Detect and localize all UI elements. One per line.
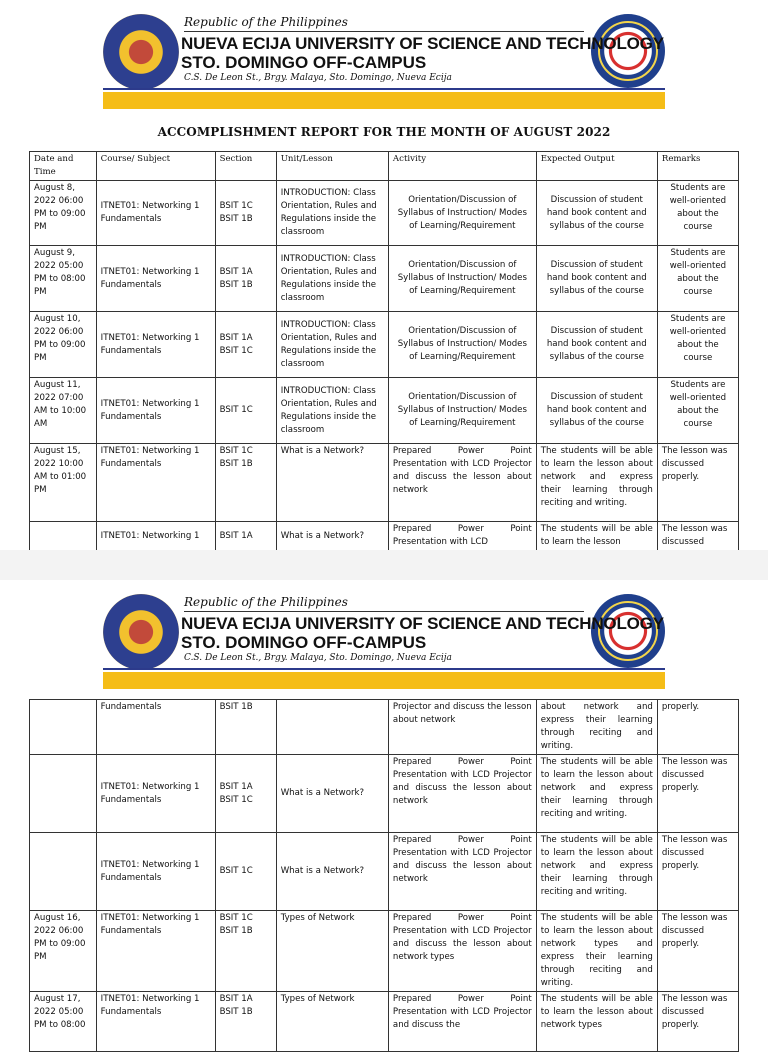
cell-date: August 9, 2022 05:00 PM to 08:00 PM [30, 246, 97, 312]
university-name: NUEVA ECIJA UNIVERSITY OF SCIENCE AND TECHNOLOGY [181, 614, 664, 633]
cell-date [30, 700, 97, 755]
cell-output: Discussion of student hand book content and syllabus of the course [536, 181, 657, 246]
cell-course: ITNET01: Networking 1 Fundamentals [96, 246, 215, 312]
column-header: Section [215, 152, 276, 181]
cell-activity: Prepared Power Point Presentation with LCD [388, 522, 536, 552]
cell-activity: Orientation/Discussion of Syllabus of Instruction/ Modes of Learning/Requirement [388, 312, 536, 378]
cell-unit: Types of Network [276, 911, 388, 992]
cell-output: about network and express their learning through reciting and writing. [536, 700, 657, 755]
campus-name: STO. DOMINGO OFF-CAMPUS [181, 53, 427, 72]
table-row [30, 755, 739, 833]
cell-section: BSIT 1A BSIT 1C [215, 312, 276, 378]
cell-section: BSIT 1A BSIT 1B [215, 992, 276, 1052]
cell-date [30, 522, 97, 552]
cell-section: BSIT 1C BSIT 1B [215, 911, 276, 992]
cell-remarks: The lesson was discussed properly. [657, 833, 738, 911]
cell-activity: Prepared Power Point Presentation with LCD Projector and discuss the lesson about network [388, 444, 536, 522]
cell-course: ITNET01: Networking 1 Fundamentals [96, 911, 215, 992]
cell-date: August 8, 2022 06:00 PM to 09:00 PM [30, 181, 97, 246]
cell-section: BSIT 1A [215, 522, 276, 552]
cell-section: BSIT 1C BSIT 1B [215, 444, 276, 522]
table-row [30, 522, 739, 552]
cell-date: August 16, 2022 06:00 PM to 09:00 PM [30, 911, 97, 992]
cell-section: BSIT 1A BSIT 1B [215, 246, 276, 312]
cell-section: BSIT 1B [215, 700, 276, 755]
column-header: Remarks [657, 152, 738, 181]
table-row [30, 312, 739, 378]
header-gold-band [103, 90, 665, 109]
campus-name: STO. DOMINGO OFF-CAMPUS [181, 633, 427, 652]
table-row [30, 378, 739, 444]
cell-output: The students will be able to learn the lesson about network types [536, 992, 657, 1052]
cell-output: The students will be able to learn the lesson [536, 522, 657, 552]
cell-activity: Prepared Power Point Presentation with LCD Projector and discuss the lesson about network [388, 833, 536, 911]
cell-remarks: The lesson was discussed properly. [657, 755, 738, 833]
cell-course: ITNET01: Networking 1 [96, 522, 215, 552]
column-header: Course/ Subject [96, 152, 215, 181]
cell-date: August 15, 2022 10:00 AM to 01:00 PM [30, 444, 97, 522]
table-row [30, 444, 739, 522]
cell-activity: Orientation/Discussion of Syllabus of Instruction/ Modes of Learning/Requirement [388, 246, 536, 312]
republic-text: Republic of the Philippines [184, 15, 348, 29]
table-row [30, 833, 739, 911]
cell-remarks: properly. [657, 700, 738, 755]
cell-course: ITNET01: Networking 1 Fundamentals [96, 833, 215, 911]
cell-unit: What is a Network? [276, 755, 388, 833]
cell-date: August 11, 2022 07:00 AM to 10:00 AM [30, 378, 97, 444]
cell-unit: What is a Network? [276, 444, 388, 522]
cell-activity: Projector and discuss the lesson about network [388, 700, 536, 755]
report-table [29, 151, 739, 552]
cell-unit [276, 700, 388, 755]
cell-output: Discussion of student hand book content and syllabus of the course [536, 246, 657, 312]
header-gold-band [103, 670, 665, 689]
cell-date [30, 755, 97, 833]
cell-unit: What is a Network? [276, 833, 388, 911]
cell-activity: Prepared Power Point Presentation with LCD Projector and discuss the lesson about network [388, 755, 536, 833]
cell-remarks: The lesson was discussed properly. [657, 444, 738, 522]
report-title: ACCOMPLISHMENT REPORT FOR THE MONTH OF AUGUST 2022 [157, 125, 611, 139]
cell-output: The students will be able to learn the lesson about network and express their learning through reciting and writing. [536, 833, 657, 911]
cell-course: ITNET01: Networking 1 Fundamentals [96, 181, 215, 246]
cell-remarks: The lesson was discussed properly. [657, 992, 738, 1052]
column-header: Expected Output [536, 152, 657, 181]
cell-output: The students will be able to learn the lesson about network types and express their learning through reciting and writing. [536, 911, 657, 992]
university-name: NUEVA ECIJA UNIVERSITY OF SCIENCE AND TECHNOLOGY [181, 34, 664, 53]
document-page-2 [0, 580, 768, 1030]
cell-remarks: Students are well-oriented about the course [657, 312, 738, 378]
table-row [30, 181, 739, 246]
column-header: Date and Time [30, 152, 97, 181]
cell-section: BSIT 1A BSIT 1C [215, 755, 276, 833]
cell-output: Discussion of student hand book content and syllabus of the course [536, 378, 657, 444]
column-header: Unit/Lesson [276, 152, 388, 181]
cell-remarks: The lesson was discussed properly. [657, 911, 738, 992]
cell-unit: Types of Network [276, 992, 388, 1052]
page-gap [0, 550, 768, 580]
table-header-row [30, 152, 739, 181]
cell-activity: Prepared Power Point Presentation with LCD Projector and discuss the lesson about network types [388, 911, 536, 992]
table-row [30, 911, 739, 992]
table-row [30, 246, 739, 312]
cell-course: ITNET01: Networking 1 Fundamentals [96, 312, 215, 378]
cell-activity: Orientation/Discussion of Syllabus of Instruction/ Modes of Learning/Requirement [388, 181, 536, 246]
cell-activity: Prepared Power Point Presentation with LCD Projector and discuss the [388, 992, 536, 1052]
university-seal-logo [103, 14, 179, 90]
cell-activity: Orientation/Discussion of Syllabus of Instruction/ Modes of Learning/Requirement [388, 378, 536, 444]
table-row [30, 700, 739, 755]
republic-text: Republic of the Philippines [184, 595, 348, 609]
cell-unit: INTRODUCTION: Class Orientation, Rules and Regulations inside the classroom [276, 378, 388, 444]
cell-course: ITNET01: Networking 1 Fundamentals [96, 992, 215, 1052]
cell-output: Discussion of student hand book content and syllabus of the course [536, 312, 657, 378]
cell-section: BSIT 1C [215, 378, 276, 444]
cell-unit: INTRODUCTION: Class Orientation, Rules and Regulations inside the classroom [276, 181, 388, 246]
cell-section: BSIT 1C [215, 833, 276, 911]
cell-remarks: The lesson was discussed [657, 522, 738, 552]
report-table-continued [29, 699, 739, 1052]
cell-unit: INTRODUCTION: Class Orientation, Rules and Regulations inside the classroom [276, 246, 388, 312]
cell-section: BSIT 1C BSIT 1B [215, 181, 276, 246]
cell-date: August 10, 2022 06:00 PM to 09:00 PM [30, 312, 97, 378]
cell-date: August 17, 2022 05:00 PM to 08:00 [30, 992, 97, 1052]
campus-address: C.S. De Leon St., Brgy. Malaya, Sto. Domingo, Nueva Ecija [184, 653, 452, 663]
cell-unit: What is a Network? [276, 522, 388, 552]
cell-remarks: Students are well-oriented about the course [657, 378, 738, 444]
cell-remarks: Students are well-oriented about the course [657, 246, 738, 312]
cell-unit: INTRODUCTION: Class Orientation, Rules and Regulations inside the classroom [276, 312, 388, 378]
campus-address: C.S. De Leon St., Brgy. Malaya, Sto. Domingo, Nueva Ecija [184, 73, 452, 83]
letterhead [0, 0, 768, 112]
cell-output: The students will be able to learn the lesson about network and express their learning through reciting and writing. [536, 444, 657, 522]
cell-course: Fundamentals [96, 700, 215, 755]
cell-output: The students will be able to learn the lesson about network and express their learning through reciting and writing. [536, 755, 657, 833]
cell-course: ITNET01: Networking 1 Fundamentals [96, 378, 215, 444]
table-row [30, 992, 739, 1052]
university-seal-logo [103, 594, 179, 670]
cell-remarks: Students are well-oriented about the course [657, 181, 738, 246]
cell-course: ITNET01: Networking 1 Fundamentals [96, 444, 215, 522]
cell-course: ITNET01: Networking 1 Fundamentals [96, 755, 215, 833]
letterhead [0, 580, 768, 692]
header-rule [184, 31, 584, 32]
column-header: Activity [388, 152, 536, 181]
cell-date [30, 833, 97, 911]
header-rule [184, 611, 584, 612]
